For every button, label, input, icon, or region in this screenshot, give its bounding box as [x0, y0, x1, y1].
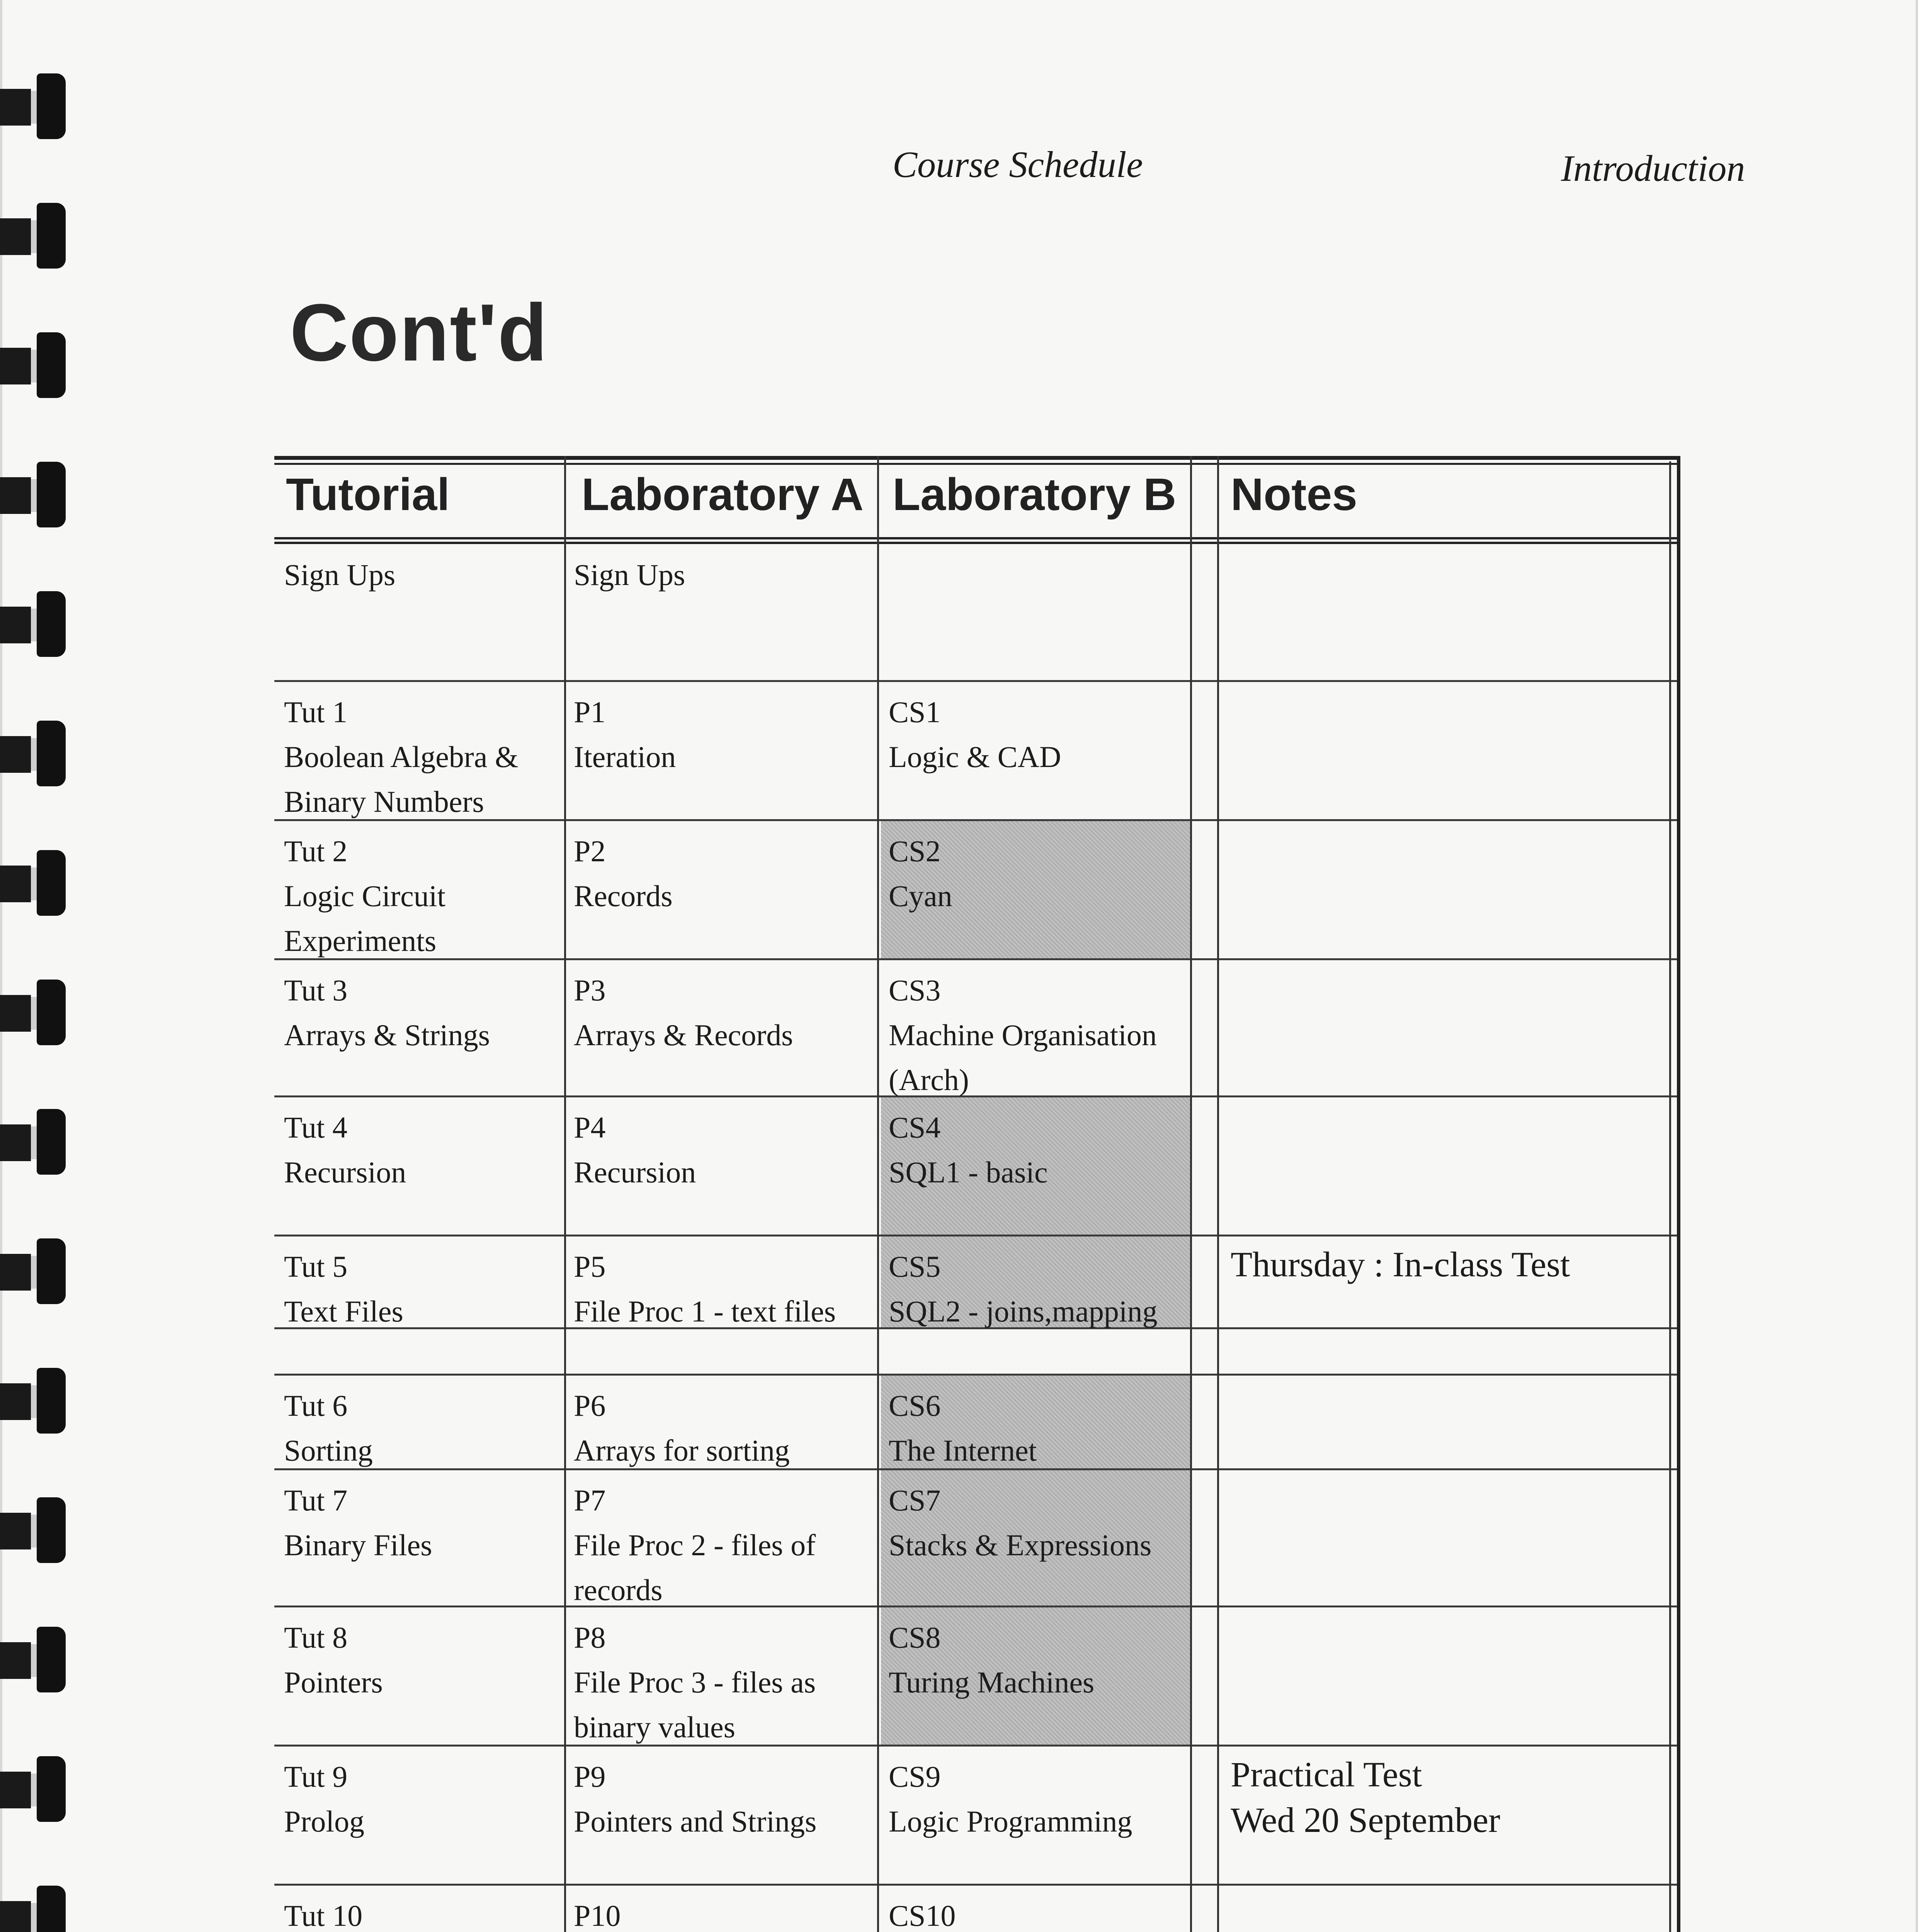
cell-line: Tut 4: [284, 1111, 348, 1144]
cell-line: P1: [574, 695, 606, 729]
cell-line: Turing Machines: [889, 1665, 1095, 1699]
column-header-lab-b: Laboratory B: [893, 469, 1177, 520]
binding-ring: [0, 1493, 66, 1563]
cell-line: CS2: [889, 834, 941, 868]
binding-ring: [0, 976, 66, 1045]
binding-ring: [0, 1623, 66, 1692]
cell-line: CS1: [889, 695, 941, 729]
cell-line: P3: [574, 973, 606, 1007]
cell-lab-b-tut-8: [889, 1615, 1094, 1705]
cell-line: Wed 20 September: [1231, 1800, 1500, 1840]
cell-line: P5: [574, 1250, 606, 1283]
cell-line: Arrays & Strings: [284, 1018, 490, 1052]
cell-line: Binary Numbers: [284, 785, 484, 818]
cell-lab-b-tut-7: [889, 1478, 1151, 1568]
header-rule: [274, 456, 1677, 460]
cell-line: CS6: [889, 1389, 941, 1422]
cell-line: Logic & CAD: [889, 740, 1061, 774]
cell-line: The Internet: [889, 1434, 1037, 1467]
cell-line: P8: [574, 1621, 606, 1654]
row-rule: [274, 1374, 1677, 1376]
cell-line: Boolean Algebra &: [284, 740, 519, 774]
cell-notes-tut-5: [1231, 1242, 1570, 1287]
running-header-chapter: Introduction: [1561, 148, 1745, 189]
header-rule: [274, 537, 1677, 539]
cell-line: File Proc 3 - files as: [574, 1665, 816, 1699]
header-rule: [274, 542, 1677, 544]
cell-line: Logic Circuit: [284, 879, 446, 913]
header-rule: [274, 463, 1677, 465]
cell-tutorial-sign-ups: [284, 553, 395, 597]
cell-line: SQL1 - basic: [889, 1155, 1048, 1189]
cell-line: P2: [574, 834, 606, 868]
row-rule: [274, 1605, 1677, 1607]
cell-lab-a-tut-6: [574, 1383, 790, 1473]
cell-line: Tut 10: [284, 1899, 363, 1932]
page-title: Cont'd: [290, 287, 548, 378]
column-rule: [1217, 456, 1219, 1932]
cell-line: CS7: [889, 1483, 941, 1517]
cell-tutorial-tut-10: [284, 1893, 411, 1932]
cell-lab-a-tut-1: [574, 690, 676, 779]
cell-line: Machine Organisation: [889, 1018, 1157, 1052]
cell-lab-b-tut-6: [889, 1383, 1037, 1473]
cell-line: Iteration: [574, 740, 676, 774]
cell-tutorial-tut-5: [284, 1244, 403, 1334]
cell-lab-b-tut-3: [889, 968, 1157, 1102]
column-rule: [1669, 461, 1671, 1932]
binding-ring: [0, 458, 66, 527]
binding-ring: [0, 1235, 66, 1304]
binding-ring: [0, 717, 66, 786]
cell-lab-a-tut-4: [574, 1105, 696, 1195]
cell-lab-a-tut-7: [574, 1478, 816, 1612]
cell-line: P9: [574, 1760, 606, 1793]
cell-line: CS3: [889, 973, 941, 1007]
cell-line: CS9: [889, 1760, 941, 1793]
cell-lab-a-tut-8: [574, 1615, 816, 1750]
running-header-section: Course Schedule: [893, 144, 1143, 185]
cell-tutorial-tut-3: [284, 968, 490, 1058]
cell-lab-a-tut-3: [574, 968, 793, 1058]
row-rule: [274, 958, 1677, 960]
cell-notes-tut-9: [1231, 1752, 1500, 1843]
cell-line: Arrays for sorting: [574, 1434, 790, 1467]
cell-line: P7: [574, 1483, 606, 1517]
binding-ring: [0, 846, 66, 916]
binding-ring: [0, 587, 66, 657]
cell-line: Records: [574, 879, 673, 913]
cell-line: Thursday : In-class Test: [1231, 1245, 1570, 1284]
cell-line: Recursion: [284, 1155, 406, 1189]
cell-tutorial-tut-1: [284, 690, 519, 824]
cell-line: Pointers: [284, 1665, 383, 1699]
cell-tutorial-tut-7: [284, 1478, 432, 1568]
cell-line: Experiments: [284, 924, 437, 957]
cell-line: Tut 7: [284, 1483, 348, 1517]
cell-lab-b-tut-5: [889, 1244, 1158, 1334]
cell-tutorial-tut-4: [284, 1105, 406, 1195]
cell-line: Text Files: [284, 1294, 403, 1328]
cell-lab-a-tut-2: [574, 829, 673, 918]
binding-ring: [0, 328, 66, 398]
cell-line: Stacks & Expressions: [889, 1528, 1152, 1562]
cell-tutorial-tut-9: [284, 1754, 364, 1844]
cell-lab-a-sign-ups: [574, 553, 685, 597]
cell-tutorial-tut-2: [284, 829, 445, 963]
cell-line: (Arch): [889, 1063, 969, 1097]
cell-line: Prolog: [284, 1804, 365, 1838]
binding-ring: [0, 199, 66, 269]
cell-lab-b-tut-10: [889, 1893, 1016, 1932]
cell-line: Tut 6: [284, 1389, 348, 1422]
cell-tutorial-tut-6: [284, 1383, 373, 1473]
cell-line: Practical Test: [1231, 1755, 1422, 1794]
cell-line: File Proc 2 - files of: [574, 1528, 816, 1562]
cell-line: P6: [574, 1389, 606, 1422]
cell-line: CS4: [889, 1111, 941, 1144]
column-header-notes: Notes: [1231, 469, 1357, 520]
cell-line: Tut 3: [284, 973, 348, 1007]
cell-line: Tut 5: [284, 1250, 348, 1283]
cell-line: P4: [574, 1111, 606, 1144]
cell-line: CS5: [889, 1250, 941, 1283]
column-rule: [1190, 456, 1192, 1932]
cell-lab-b-tut-1: [889, 690, 1061, 779]
spiral-binding: [0, 0, 77, 1932]
row-rule: [274, 1884, 1677, 1886]
column-rule: [564, 456, 566, 1932]
cell-line: CS8: [889, 1621, 941, 1654]
cell-line: Sign Ups: [574, 558, 685, 592]
cell-line: Sign Ups: [284, 558, 396, 592]
cell-line: Binary Files: [284, 1528, 432, 1562]
cell-line: Tut 1: [284, 695, 348, 729]
cell-lab-a-tut-10: [574, 1893, 794, 1932]
binding-ring: [0, 1364, 66, 1434]
cell-line: Arrays & Records: [574, 1018, 793, 1052]
cell-line: binary values: [574, 1710, 736, 1744]
column-rule: [877, 456, 879, 1932]
cell-line: Recursion: [574, 1155, 696, 1189]
cell-line: Logic Programming: [889, 1804, 1132, 1838]
cell-line: records: [574, 1573, 663, 1607]
schedule-table: [274, 456, 1681, 1932]
cell-tutorial-tut-8: [284, 1615, 383, 1705]
cell-lab-b-tut-9: [889, 1754, 1132, 1844]
binding-ring: [0, 1105, 66, 1175]
cell-line: File Proc 1 - text files: [574, 1294, 836, 1328]
column-header-tutorial: Tutorial: [286, 469, 450, 520]
column-rule: [1677, 456, 1680, 1932]
cell-lab-b-tut-2: [889, 829, 952, 918]
cell-line: Tut 8: [284, 1621, 348, 1654]
cell-line: CS10: [889, 1899, 956, 1932]
row-rule: [274, 1745, 1677, 1747]
row-rule: [274, 1235, 1677, 1236]
cell-line: Tut 2: [284, 834, 348, 868]
cell-line: Sorting: [284, 1434, 373, 1467]
cell-line: Cyan: [889, 879, 952, 913]
cell-lab-a-tut-5: [574, 1244, 836, 1334]
binding-ring: [0, 1752, 66, 1822]
column-header-lab-a: Laboratory A: [582, 469, 864, 520]
cell-line: Tut 9: [284, 1760, 348, 1793]
cell-line: Pointers and Strings: [574, 1804, 817, 1838]
cell-lab-b-tut-4: [889, 1105, 1048, 1195]
cell-lab-a-tut-9: [574, 1754, 816, 1844]
row-rule: [274, 680, 1677, 682]
binding-ring: [0, 1882, 66, 1932]
cell-line: SQL2 - joins,mapping: [889, 1294, 1158, 1328]
binding-ring: [0, 70, 66, 139]
cell-line: P10: [574, 1899, 621, 1932]
